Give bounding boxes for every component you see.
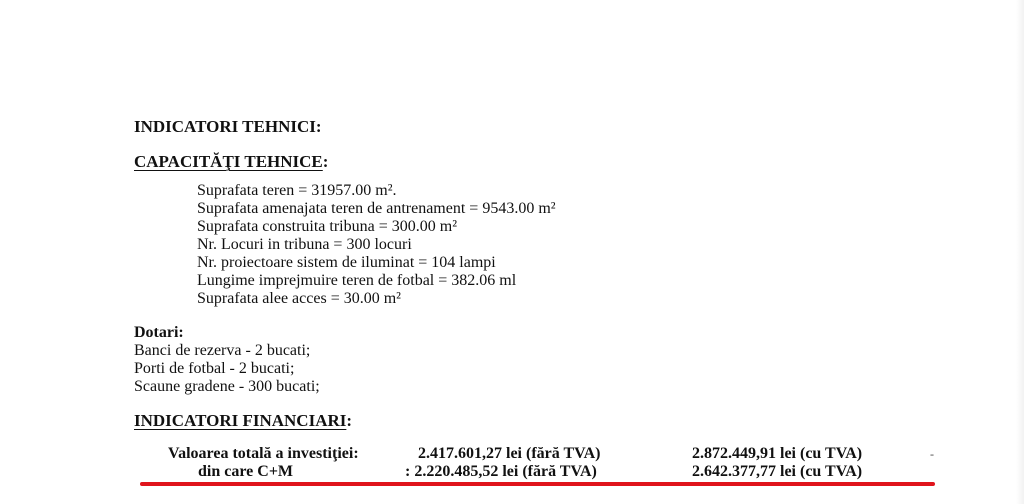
financiari-heading-colon: : xyxy=(346,411,353,430)
total-fara-tva: 2.417.601,27 lei (fără TVA) xyxy=(418,445,601,462)
capacitati-heading-colon: : xyxy=(322,152,329,171)
dotari-item: Scaune gradene - 300 bucati; xyxy=(134,378,320,395)
dotari-item: Banci de rezerva - 2 bucati; xyxy=(134,342,311,359)
dotari-heading: Dotari: xyxy=(134,324,184,341)
financiari-heading-text: INDICATORI FINANCIARI xyxy=(134,411,347,430)
capacitati-heading-text: CAPACITĂŢI TEHNICE xyxy=(134,152,323,171)
cm-cu-tva: 2.642.377,77 lei (cu TVA) xyxy=(692,463,863,480)
capacitati-item: Nr. Locuri in tribuna = 300 locuri xyxy=(197,236,412,253)
financiari-heading xyxy=(134,411,352,431)
cm-label: din care C+M xyxy=(198,463,294,480)
capacitati-list xyxy=(197,182,556,308)
red-underline-mark xyxy=(140,482,935,486)
capacitati-item: Suprafata amenajata teren de antrenament = 9543.00 m² xyxy=(197,200,556,217)
capacitati-item: Suprafata alee acces = 30.00 m² xyxy=(197,290,401,307)
capacitati-item: Lungime imprejmuire teren de fotbal = 382.06 ml xyxy=(197,272,517,289)
total-cu-tva: 2.872.449,91 lei (cu TVA) xyxy=(692,445,863,462)
capacitati-item: Suprafata teren = 31957.00 m². xyxy=(197,182,397,199)
page-title: INDICATORI TEHNICI: xyxy=(134,117,322,136)
dotari-item: Porti de fotbal - 2 bucati; xyxy=(134,360,295,377)
ink-dot: - xyxy=(930,447,934,461)
dotari-section xyxy=(134,324,320,396)
capacitati-item: Nr. proiectoare sistem de iluminat = 104 lampi xyxy=(197,254,496,271)
cm-fara-tva: : 2.220.485,52 lei (fără TVA) xyxy=(405,463,597,480)
total-label: Valoarea totală a investiţiei: xyxy=(168,445,359,462)
page-edge-shadow xyxy=(1016,0,1024,504)
capacitati-item: Suprafata construita tribuna = 300.00 m² xyxy=(197,218,457,235)
capacitati-heading xyxy=(134,152,328,172)
